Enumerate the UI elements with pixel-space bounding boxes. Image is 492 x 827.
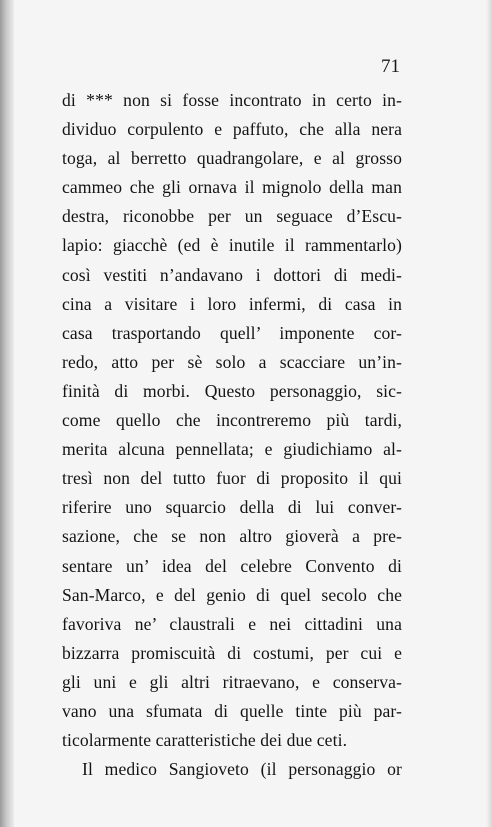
text-line-6: lapio: giacchè (ed è inutile il rammentarlo) [62, 235, 402, 256]
page-number: 71 [381, 56, 400, 77]
text-line-7: così vestiti n’andavano i dottori di medi- [62, 264, 402, 285]
text-line-8: cina a visitare i loro infermi, di casa in [62, 293, 402, 314]
text-line-16: sazione, che se non altro gioverà a pre- [62, 526, 402, 547]
body-text [62, 86, 402, 784]
text-line-22: vano una sfumata di quelle tinte più par- [62, 700, 402, 721]
binding-gutter-shadow [0, 0, 14, 827]
text-line-11: finità di morbi. Questo personaggio, sic- [62, 380, 402, 401]
text-line-1: di *** non si fosse incontrato in certo in- [62, 90, 402, 110]
text-line-13: merita alcuna pennellata; e giudichiamo al- [62, 439, 402, 460]
text-line-10: redo, atto per sè solo a scacciare un’in- [62, 351, 402, 372]
text-line-19: favoriva ne’ claustrali e nei cittadini una [62, 613, 402, 634]
text-line-24-paragraph-start: Il medico Sangioveto (il personaggio or [82, 759, 402, 780]
page-edge-shadow [486, 0, 492, 827]
text-line-4: cammeo che gli ornava il mignolo della man [62, 177, 402, 198]
text-line-12: come quello che incontreremo più tardi, [62, 410, 402, 431]
text-line-21: gli uni e gli altri ritraevano, e conserva- [62, 671, 402, 692]
text-line-18: San-Marco, e del genio di quel secolo che [62, 584, 402, 605]
text-line-14: tresì non del tutto fuor di proposito il qui [62, 468, 402, 489]
text-line-3: toga, al berretto quadrangolare, e al grosso [62, 148, 402, 169]
text-line-23: ticolarmente caratteristiche dei due ceti. [62, 730, 348, 751]
text-line-5: destra, riconobbe per un seguace d’Escu- [62, 206, 402, 227]
text-line-20: bizzarra promiscuità di costumi, per cui e [62, 642, 402, 663]
text-line-2: dividuo corpulento e paffuto, che alla nera [62, 119, 402, 140]
text-line-17: sentare un’ idea del celebre Convento di [62, 555, 402, 576]
text-line-15: riferire uno squarcio della di lui conver- [62, 497, 402, 518]
text-line-9: casa trasportando quell’ imponente cor- [62, 322, 402, 343]
